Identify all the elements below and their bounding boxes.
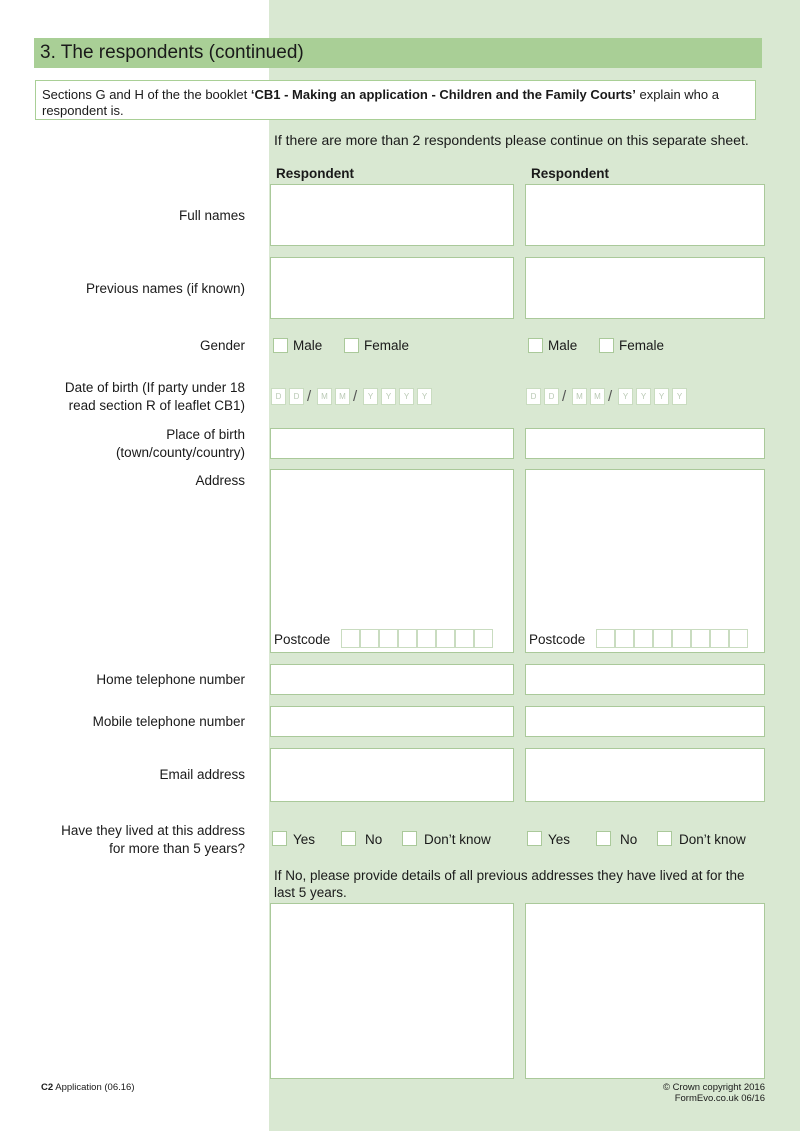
respondent-1-mobile-phone-field[interactable] [270, 706, 514, 737]
postcode-cell[interactable] [341, 629, 360, 648]
respondent-2-male-label: Male [548, 338, 578, 353]
respondent-1-no-label: No [365, 832, 383, 847]
respondent-2-dob-field[interactable] [526, 388, 696, 406]
postcode-cell[interactable] [634, 629, 653, 648]
postcode-cell[interactable] [596, 629, 615, 648]
respondent-1-male-checkbox[interactable] [273, 338, 288, 353]
respondent-2-header: Respondent [531, 166, 610, 181]
pob-label-line1: Place of birth [166, 427, 245, 442]
postcode-cell[interactable] [653, 629, 672, 648]
dob-separator: / [307, 388, 312, 405]
respondent-2-address-field[interactable] [525, 469, 765, 653]
dob-day-cell[interactable]: D [526, 388, 541, 405]
respondent-2-male-checkbox[interactable] [528, 338, 543, 353]
dob-label-line1: Date of birth (If party under 18 [64, 380, 245, 395]
respondent-1-postcode-label: Postcode [274, 632, 331, 647]
respondent-1-address-field[interactable] [270, 469, 514, 653]
respondent-2-female-checkbox[interactable] [599, 338, 614, 353]
respondent-1-full-names-field[interactable] [270, 184, 514, 246]
dob-month-cell[interactable]: M [572, 388, 587, 405]
respondent-2-place-of-birth-field[interactable] [525, 428, 765, 459]
postcode-cell[interactable] [417, 629, 436, 648]
dob-month-cell[interactable]: M [335, 388, 350, 405]
respondent-1-previous-names-field[interactable] [270, 257, 514, 319]
form-name: Application (06.16) [53, 1082, 135, 1093]
lived-label-line2: for more than 5 years? [109, 841, 245, 856]
respondent-1-female-checkbox[interactable] [344, 338, 359, 353]
dob-month-cell[interactable]: M [317, 388, 332, 405]
respondent-2-no-label: No [620, 832, 638, 847]
full-names-label: Full names [178, 208, 245, 223]
mobile-phone-label: Mobile telephone number [92, 714, 245, 729]
postcode-cell[interactable] [436, 629, 455, 648]
previous-names-label: Previous names (if known) [85, 281, 245, 296]
respondent-1-email-field[interactable] [270, 748, 514, 802]
postcode-cell[interactable] [360, 629, 379, 648]
respondent-1-dont-know-label: Don’t know [424, 832, 491, 847]
lived-label-line1: Have they lived at this address [61, 823, 245, 838]
lived-5-years-label [61, 822, 245, 858]
note-booklet-title: ‘CB1 - Making an application - Children and the Family Courts’ [250, 87, 636, 102]
dob-separator: / [562, 388, 567, 405]
note-prefix: Sections G and H of the the booklet [42, 87, 251, 102]
respondent-2-no-checkbox[interactable] [596, 831, 611, 846]
respondent-2-mobile-phone-field[interactable] [525, 706, 765, 737]
postcode-cell[interactable] [710, 629, 729, 648]
dob-label-line2: read section R of leaflet CB1) [68, 398, 245, 413]
dob-label [65, 379, 245, 415]
footer-copyright-block [663, 1082, 765, 1104]
home-phone-label: Home telephone number [96, 672, 245, 687]
dob-day-cell[interactable]: D [289, 388, 304, 405]
pob-label-line2: (town/county/country) [115, 445, 245, 460]
form-reference [41, 1082, 135, 1093]
respondent-1-place-of-birth-field[interactable] [270, 428, 514, 459]
respondent-1-header: Respondent [276, 166, 355, 181]
copyright-text: © Crown copyright 2016 [662, 1082, 765, 1093]
place-of-birth-label [116, 426, 245, 462]
respondent-2-yes-checkbox[interactable] [527, 831, 542, 846]
source-text: FormEvo.co.uk 06/16 [674, 1093, 765, 1104]
respondent-1-female-label: Female [364, 338, 410, 353]
respondent-1-no-checkbox[interactable] [341, 831, 356, 846]
address-label: Address [195, 473, 245, 488]
respondent-2-email-field[interactable] [525, 748, 765, 802]
dob-year-cell[interactable]: Y [381, 388, 396, 405]
postcode-cell[interactable] [455, 629, 474, 648]
continuation-info: If there are more than 2 respondents please continue on this separate sheet. [274, 132, 749, 148]
dob-year-cell[interactable]: Y [636, 388, 651, 405]
postcode-cell[interactable] [474, 629, 493, 648]
respondent-1-home-phone-field[interactable] [270, 664, 514, 695]
previous-addresses-note: If No, please provide details of all previous addresses they have lived at for the last 5 years. [274, 868, 745, 900]
respondent-2-previous-addresses-field[interactable] [525, 903, 765, 1079]
dob-day-cell[interactable]: D [271, 388, 286, 405]
postcode-cell[interactable] [379, 629, 398, 648]
respondent-1-dob-field[interactable] [271, 388, 441, 406]
respondent-1-previous-addresses-field[interactable] [270, 903, 514, 1079]
dob-year-cell[interactable]: Y [672, 388, 687, 405]
dob-year-cell[interactable]: Y [654, 388, 669, 405]
postcode-cell[interactable] [691, 629, 710, 648]
section-header [34, 38, 762, 68]
respondent-2-full-names-field[interactable] [525, 184, 765, 246]
postcode-cell[interactable] [672, 629, 691, 648]
guidance-note [35, 80, 756, 120]
dob-separator: / [608, 388, 613, 405]
email-label: Email address [159, 767, 245, 782]
respondent-2-postcode-field[interactable] [596, 629, 751, 649]
respondent-1-male-label: Male [293, 338, 323, 353]
respondent-2-home-phone-field[interactable] [525, 664, 765, 695]
respondent-2-dont-know-label: Don’t know [679, 832, 746, 847]
form-code: C2 [41, 1082, 54, 1093]
section-title: 3. The respondents (continued) [40, 42, 304, 63]
dob-day-cell[interactable]: D [544, 388, 559, 405]
respondent-1-yes-label: Yes [293, 832, 316, 847]
respondent-2-yes-label: Yes [548, 832, 571, 847]
respondent-1-yes-checkbox[interactable] [272, 831, 287, 846]
dob-year-cell[interactable]: Y [399, 388, 414, 405]
gender-label: Gender [199, 338, 245, 353]
respondent-2-female-label: Female [619, 338, 665, 353]
dob-year-cell[interactable]: Y [363, 388, 378, 405]
note-suffix: explain who a respondent is. [42, 87, 719, 118]
postcode-cell[interactable] [729, 629, 748, 648]
dob-year-cell[interactable]: Y [618, 388, 633, 405]
dob-month-cell[interactable]: M [590, 388, 605, 405]
respondent-1-dont-know-checkbox[interactable] [402, 831, 417, 846]
respondent-2-postcode-label: Postcode [529, 632, 586, 647]
respondent-1-postcode-field[interactable] [341, 629, 496, 649]
postcode-cell[interactable] [398, 629, 417, 648]
dob-separator: / [353, 388, 358, 405]
postcode-cell[interactable] [615, 629, 634, 648]
respondent-2-previous-names-field[interactable] [525, 257, 765, 319]
respondent-2-dont-know-checkbox[interactable] [657, 831, 672, 846]
dob-year-cell[interactable]: Y [417, 388, 432, 405]
